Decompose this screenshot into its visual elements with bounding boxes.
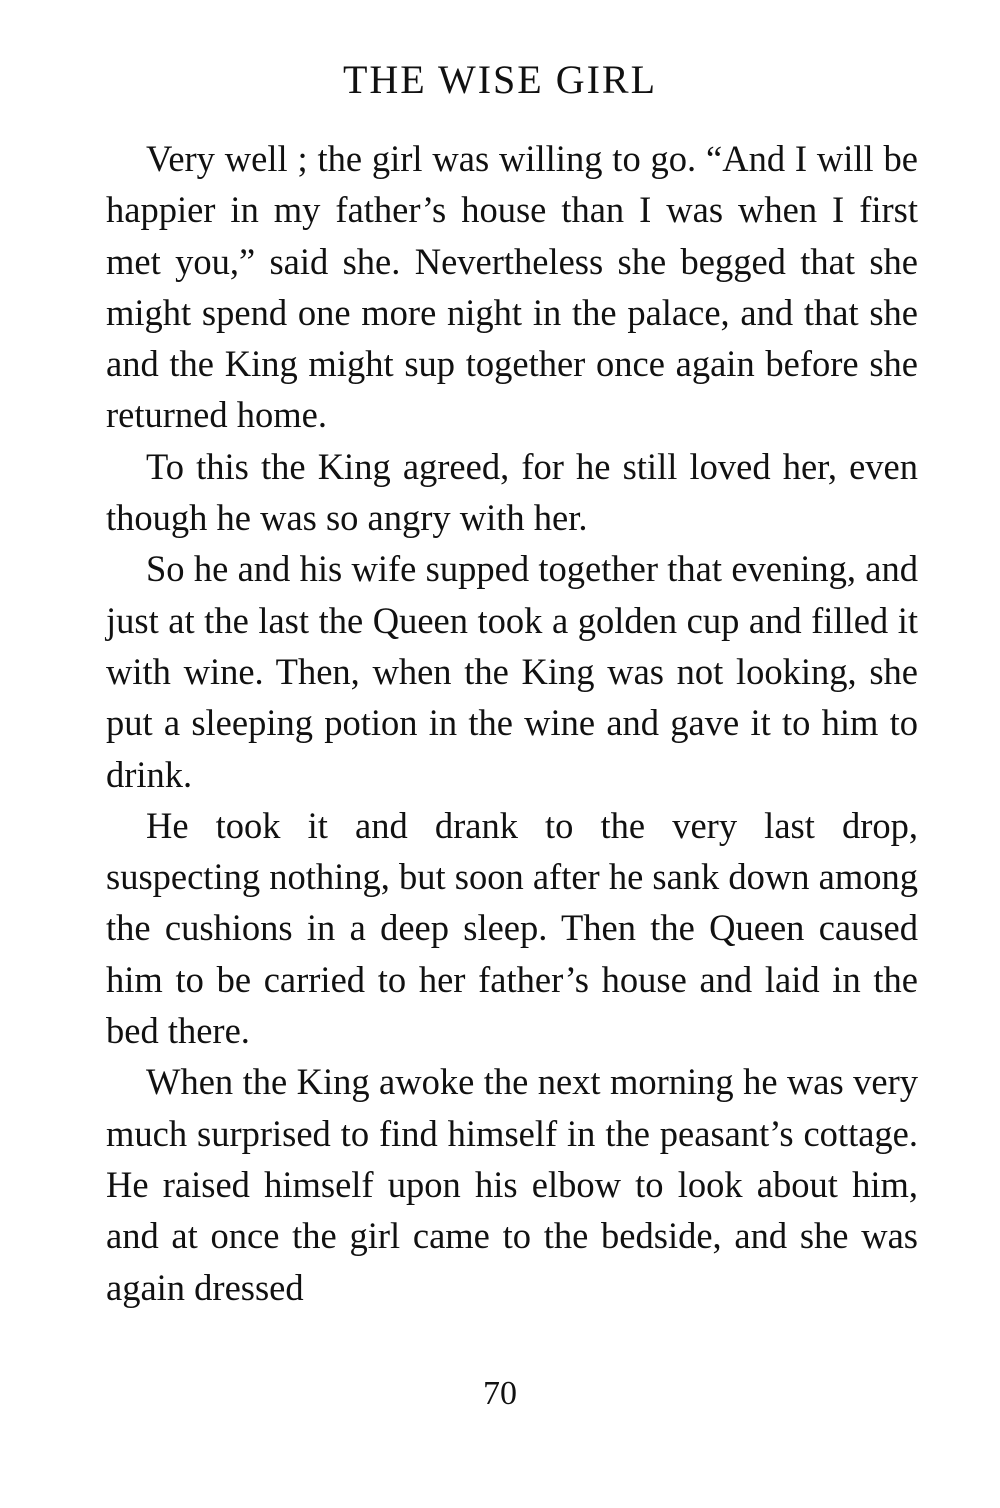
paragraph: When the King awoke the next morning he was very much surprised to find himself in the peasant’s cottage. He raised himself upon his elbow to look about him, and at once the girl came to the bedside, and she was again dressed: [106, 1061, 918, 1308]
paragraph: To this the King agreed, for he still loved her, even though he was so angry with her.: [106, 445, 918, 539]
running-head: THE WISE GIRL: [342, 57, 658, 102]
paragraph: Very well ; the girl was willing to go. “And I will be happier in my father’s house than I was when I first met you,” said she. Nevertheless she begged that she might spend one more night in the palace, and that she and the King might sup together once again before she returned home.: [106, 138, 918, 436]
page-number: 70: [483, 1375, 517, 1412]
body-text: [106, 133, 918, 1313]
paragraph: He took it and drank to the very last drop, suspecting nothing, but soon after he sank down among the cushions in a deep sleep. Then the Queen caused him to be carried to her father’s house and laid in the bed there.: [106, 804, 919, 1052]
paragraph: So he and his wife supped together that evening, and just at the last the Queen took a golden cup and filled it with wine. Then, when the King was not looking, she put a sleeping potion in the wine and gave it to him to drink.: [106, 548, 918, 795]
